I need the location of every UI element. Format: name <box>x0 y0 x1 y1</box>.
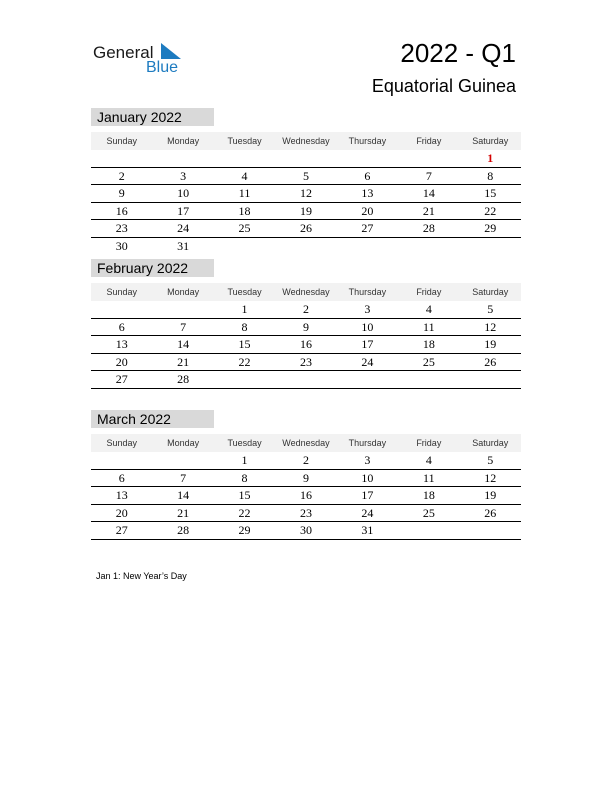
day-cell: 13 <box>115 337 128 351</box>
day-cell <box>337 150 398 167</box>
day-cell: 1 <box>241 453 248 467</box>
day-cell: 30 <box>299 523 312 537</box>
day-cell: 6 <box>118 319 125 334</box>
day-cell: 10 <box>361 470 374 485</box>
day-cell: 20 <box>115 354 128 369</box>
weekday-label: Monday <box>167 287 200 297</box>
weekday-label: Friday <box>416 438 442 448</box>
day-cell: 30 <box>115 238 128 253</box>
day-cell: 19 <box>484 488 497 502</box>
week-row <box>91 470 521 488</box>
weekday-label: Saturday <box>472 136 509 146</box>
day-cell: 5 <box>487 302 494 316</box>
day-cell: 3 <box>364 453 371 467</box>
day-cell: 21 <box>177 354 190 369</box>
day-cell <box>152 301 213 318</box>
day-cell: 28 <box>177 372 190 386</box>
day-cell: 2 <box>302 453 309 467</box>
day-cell: 23 <box>299 354 312 369</box>
week-row <box>91 371 521 389</box>
week-row <box>91 220 521 238</box>
day-cell <box>460 238 521 255</box>
day-cell: 11 <box>423 319 435 334</box>
country-name: Equatorial Guinea <box>371 76 516 96</box>
weekday-label: Saturday <box>472 287 509 297</box>
week-row <box>91 238 521 255</box>
weekday-label: Sunday <box>106 287 137 297</box>
day-cell: 19 <box>484 337 497 351</box>
weekday-header-row <box>91 283 521 301</box>
day-cell: 31 <box>177 238 190 253</box>
day-cell: 7 <box>180 470 187 485</box>
day-cell: 3 <box>180 168 187 183</box>
month-name: February 2022 <box>91 259 214 277</box>
month-january <box>91 108 521 254</box>
general-blue-logo <box>93 40 193 80</box>
day-cell: 16 <box>299 488 312 502</box>
day-cell: 13 <box>115 488 128 502</box>
day-cell: 29 <box>238 523 251 537</box>
day-cell: 10 <box>177 186 190 200</box>
month-february <box>91 259 521 389</box>
weekday-label: Wednesday <box>282 287 330 297</box>
day-cell: 14 <box>177 337 190 351</box>
day-cell: 1 <box>241 302 248 316</box>
day-cell: 27 <box>115 372 128 386</box>
day-cell <box>214 238 275 255</box>
day-cell: 12 <box>299 186 312 200</box>
day-cell <box>214 371 275 388</box>
day-cell: 24 <box>361 505 374 520</box>
day-cell: 26 <box>299 221 312 235</box>
day-cell: 27 <box>361 221 374 235</box>
day-cell: 8 <box>241 319 248 334</box>
week-row <box>91 487 521 505</box>
week-row <box>91 336 521 354</box>
weekday-label: Wednesday <box>282 438 330 448</box>
holiday-item: Jan 1: New Year’s Day <box>96 571 187 581</box>
day-cell: 8 <box>241 470 248 485</box>
day-cell: 20 <box>361 203 374 218</box>
day-cell: 26 <box>484 354 497 369</box>
day-cell <box>214 150 275 167</box>
day-cell <box>398 238 459 255</box>
weekday-label: Thursday <box>348 438 387 448</box>
weekday-header-row <box>91 434 521 452</box>
day-cell: 28 <box>422 221 435 235</box>
day-cell: 16 <box>115 203 128 218</box>
day-cell: 10 <box>361 319 374 334</box>
weekday-label: Tuesday <box>227 136 262 146</box>
day-cell: 2 <box>118 168 125 183</box>
day-cell: 1 <box>487 151 494 165</box>
day-cell: 18 <box>422 337 435 351</box>
day-cell: 18 <box>422 488 435 502</box>
day-cell: 2 <box>302 302 309 316</box>
week-row <box>91 452 521 470</box>
day-cell: 23 <box>299 505 312 520</box>
week-row <box>91 301 521 319</box>
day-cell: 12 <box>484 319 497 334</box>
day-cell: 7 <box>425 168 432 183</box>
day-cell: 6 <box>118 470 125 485</box>
day-cell: 12 <box>484 470 497 485</box>
weekday-label: Friday <box>416 287 442 297</box>
weekday-label: Tuesday <box>227 287 262 297</box>
day-cell: 25 <box>422 354 435 369</box>
day-cell: 17 <box>361 488 374 502</box>
day-cell: 5 <box>302 168 309 183</box>
day-cell: 9 <box>302 319 309 334</box>
logo-word-general: General <box>93 43 154 62</box>
day-cell <box>398 522 459 539</box>
weekday-label: Saturday <box>472 438 509 448</box>
day-cell: 6 <box>364 168 371 183</box>
logo-word-blue: Blue <box>146 59 179 76</box>
day-cell: 14 <box>422 186 435 200</box>
day-cell: 13 <box>361 186 374 200</box>
weekday-header-row <box>91 132 521 150</box>
day-cell <box>91 150 152 167</box>
day-cell: 22 <box>484 203 497 218</box>
day-cell: 15 <box>484 186 497 200</box>
day-cell: 22 <box>238 354 251 369</box>
day-cell: 21 <box>177 505 190 520</box>
month-name: March 2022 <box>91 410 214 428</box>
day-cell: 11 <box>423 470 435 485</box>
day-cell: 27 <box>115 523 128 537</box>
day-cell: 26 <box>484 505 497 520</box>
day-cell <box>398 371 459 388</box>
day-cell <box>460 371 521 388</box>
day-cell <box>275 150 336 167</box>
day-cell: 15 <box>238 488 251 502</box>
day-cell: 20 <box>115 505 128 520</box>
day-cell <box>152 150 213 167</box>
week-row <box>91 522 521 540</box>
weekday-label: Sunday <box>106 136 137 146</box>
day-cell <box>275 238 336 255</box>
day-cell: 9 <box>302 470 309 485</box>
weekday-label: Thursday <box>348 136 387 146</box>
day-cell <box>275 371 336 388</box>
day-cell: 5 <box>487 453 494 467</box>
day-cell: 25 <box>422 505 435 520</box>
day-cell: 17 <box>177 203 190 218</box>
day-cell <box>152 452 213 469</box>
day-cell: 28 <box>177 523 190 537</box>
day-cell: 21 <box>422 203 435 218</box>
day-cell: 23 <box>115 221 128 235</box>
day-cell: 4 <box>425 302 432 316</box>
day-cell: 9 <box>118 186 125 200</box>
day-cell: 4 <box>425 453 432 467</box>
weekday-label: Sunday <box>106 438 137 448</box>
day-cell: 18 <box>238 203 251 218</box>
week-row <box>91 319 521 337</box>
day-cell: 16 <box>299 337 312 351</box>
day-cell <box>337 238 398 255</box>
day-cell: 3 <box>364 302 371 316</box>
day-cell: 4 <box>241 168 248 183</box>
page-title: 2022 - Q1 <box>400 38 516 68</box>
day-cell <box>337 371 398 388</box>
day-cell: 25 <box>238 221 251 235</box>
day-cell <box>91 452 152 469</box>
day-cell: 17 <box>361 337 374 351</box>
day-cell <box>91 301 152 318</box>
day-cell: 7 <box>180 319 187 334</box>
logo-triangle-icon <box>161 43 181 59</box>
holiday-list <box>96 571 187 581</box>
weekday-label: Tuesday <box>227 438 262 448</box>
week-row <box>91 505 521 523</box>
week-row <box>91 168 521 186</box>
week-row <box>91 185 521 203</box>
week-row <box>91 354 521 372</box>
day-cell: 11 <box>238 186 251 200</box>
day-cell: 24 <box>177 221 190 235</box>
day-cell <box>460 522 521 539</box>
day-cell: 14 <box>177 488 190 502</box>
month-march <box>91 410 521 540</box>
weekday-label: Friday <box>416 136 442 146</box>
day-cell: 19 <box>299 203 312 218</box>
week-row <box>91 203 521 221</box>
weekday-label: Wednesday <box>282 136 330 146</box>
day-cell: 22 <box>238 505 251 520</box>
weekday-label: Monday <box>167 136 200 146</box>
day-cell: 31 <box>361 523 374 537</box>
day-cell: 29 <box>484 221 497 235</box>
weekday-label: Thursday <box>348 287 387 297</box>
day-cell: 15 <box>238 337 251 351</box>
day-cell: 8 <box>487 168 494 183</box>
week-row <box>91 150 521 168</box>
weekday-label: Monday <box>167 438 200 448</box>
day-cell: 24 <box>361 354 374 369</box>
month-name: January 2022 <box>91 108 214 126</box>
day-cell <box>398 150 459 167</box>
